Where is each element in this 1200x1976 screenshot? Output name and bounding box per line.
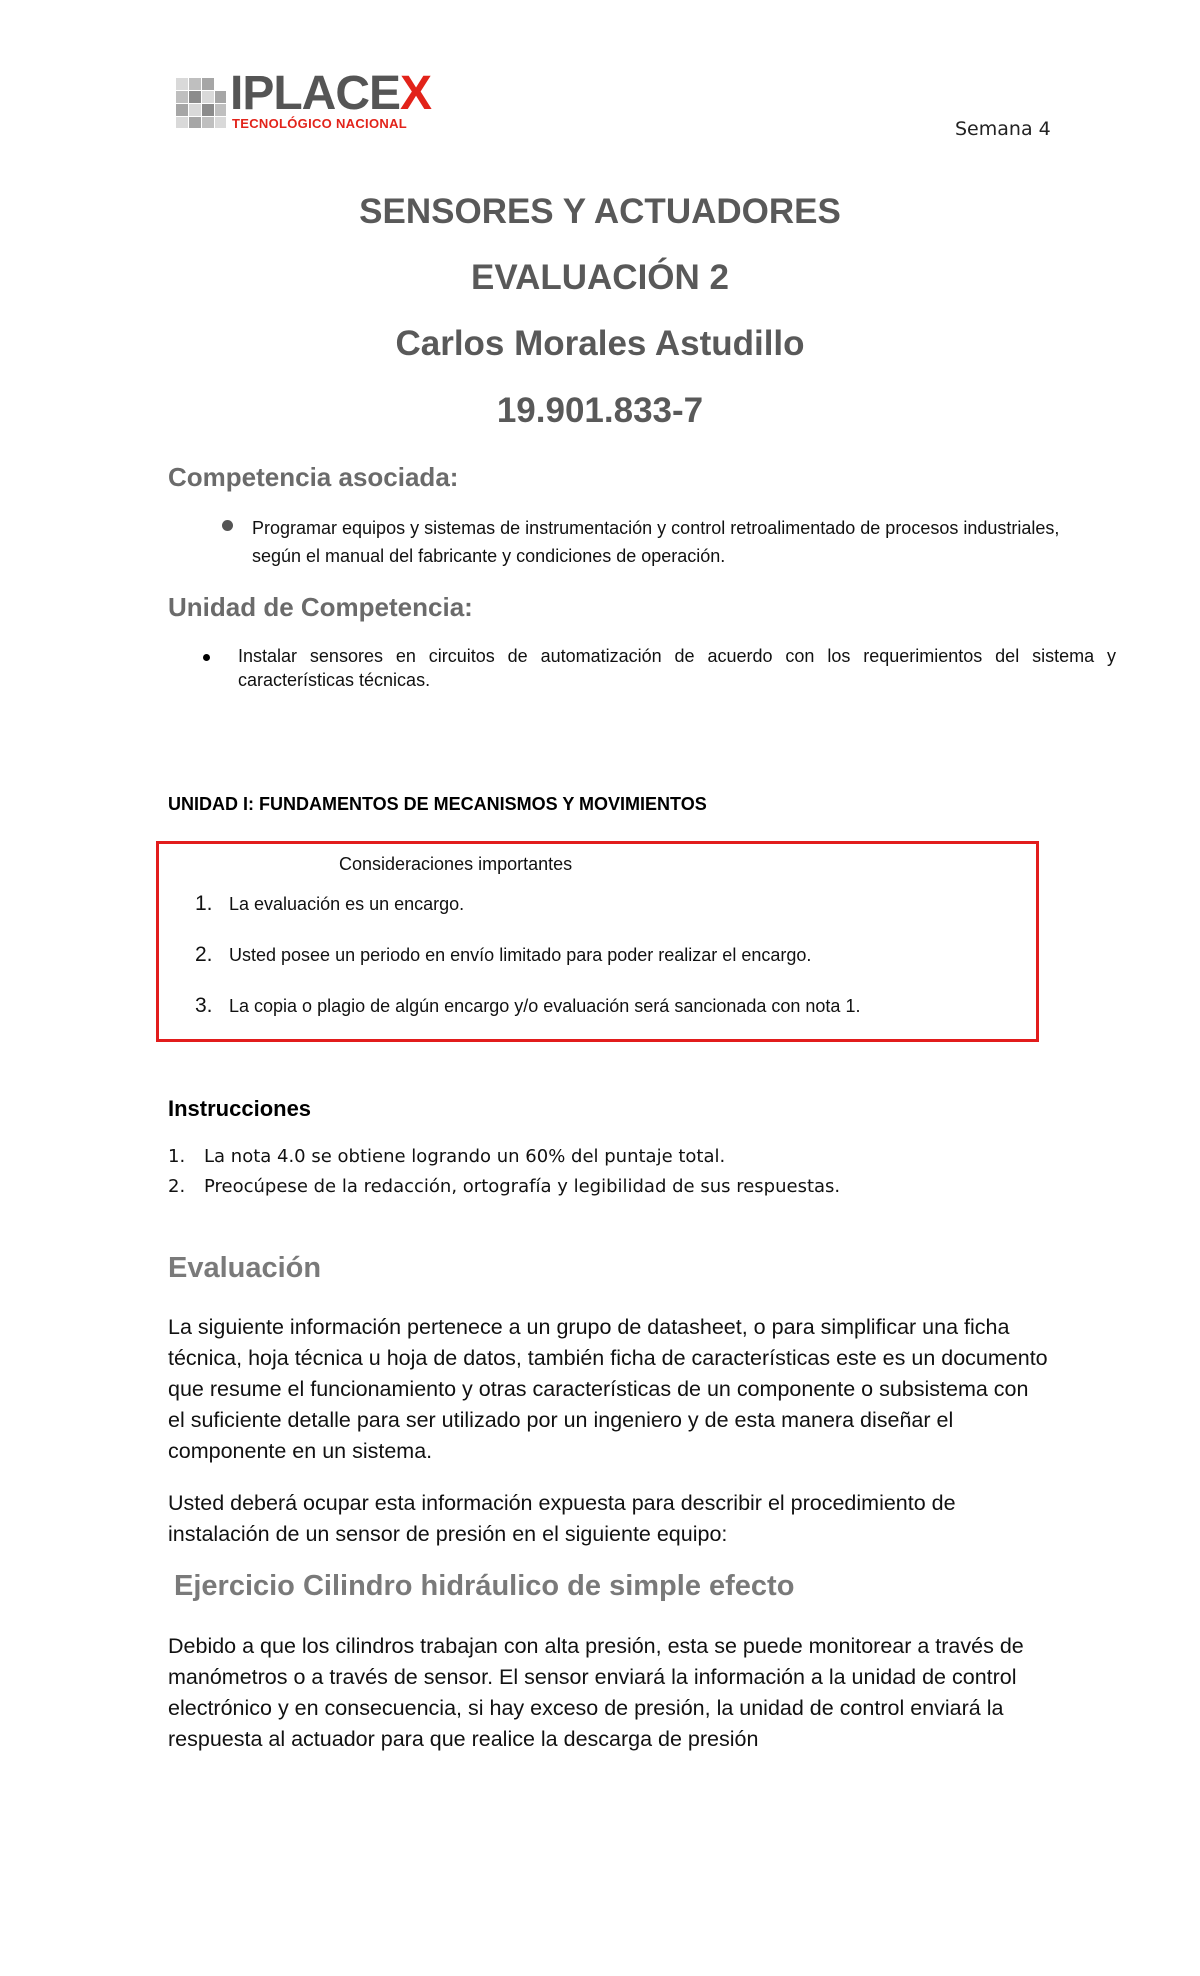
list-item-text: Usted posee un periodo en envío limitado para poder realizar el encargo.	[229, 945, 812, 965]
list-item-text: La evaluación es un encargo.	[229, 894, 465, 914]
evaluacion-paragraph-2: Usted deberá ocupar esta información expuesta para describir el procedimiento de instalación de un sensor de presión en el siguiente equipo:	[168, 1491, 956, 1546]
evaluacion-paragraph-1: La siguiente información pertenece a un grupo de datasheet, o para simplificar una ficha técnica, hoja técnica u hoja de datos, también ficha de características este es un documento que resume el funcionamiento y otras características de un componente o subsistema con el suficiente detalle para ser utilizado por un ingeniero y de esta manera diseñar el componente en un sistema.	[168, 1315, 1048, 1463]
bullet-dot-icon	[203, 654, 210, 661]
iplacex-logo	[176, 67, 436, 132]
list-item-number: 2.	[195, 943, 213, 966]
ejercicio-heading: Ejercicio Cilindro hidráulico de simple efecto	[174, 1570, 795, 1602]
list-item-number: 3.	[195, 994, 213, 1017]
competencia-heading: Competencia asociada:	[168, 462, 459, 492]
list-item-number: 1.	[168, 1146, 186, 1167]
evaluacion-heading: Evaluación	[168, 1252, 322, 1284]
list-item	[195, 943, 811, 967]
evaluation-title: EVALUACIÓN 2	[471, 258, 729, 297]
student-name: Carlos Morales Astudillo	[395, 324, 805, 363]
considerations-caption: Consideraciones importantes	[339, 854, 573, 874]
logo-mosaic-icon	[176, 78, 226, 128]
considerations-box	[156, 841, 1039, 1042]
bullet-dot-icon	[222, 520, 233, 531]
unidad-title: UNIDAD I: FUNDAMENTOS DE MECANISMOS Y MOVIMIENTOS	[168, 794, 707, 814]
list-item	[168, 1146, 725, 1167]
list-item-text: Preocúpese de la redacción, ortografía y legibilidad de sus respuestas.	[204, 1176, 841, 1197]
list-item-text: La copia o plagio de algún encargo y/o evaluación será sancionada con nota 1.	[229, 996, 861, 1016]
competencia-text: Programar equipos y sistemas de instrumentación y control retroalimentado de procesos industriales, según el manual del fabricante y condiciones de operación.	[252, 518, 1060, 566]
logo-wordmark: IPLACEX	[230, 67, 432, 120]
subject-title: SENSORES Y ACTUADORES	[359, 192, 841, 231]
unidad-competencia-heading: Unidad de Competencia:	[168, 592, 473, 622]
unidad-competencia-text: Instalar sensores en circuitos de automatización de acuerdo con los requerimientos del sistema y características técnicas.	[238, 646, 1116, 690]
list-item	[195, 994, 860, 1018]
logo-tagline: TECNOLÓGICO NACIONAL	[232, 116, 407, 131]
list-item-number: 1.	[195, 892, 213, 915]
list-item-number: 2.	[168, 1176, 186, 1197]
list-item-text: La nota 4.0 se obtiene logrando un 60% del puntaje total.	[204, 1146, 726, 1167]
ejercicio-paragraph: Debido a que los cilindros trabajan con alta presión, esta se puede monitorear a través de manómetros o a través de sensor. El sensor enviará la información a la unidad de control electrónico y en consecuencia, si hay exceso de presión, la unidad de control enviará la respuesta al actuador para que realice la descarga de presión	[168, 1634, 1024, 1751]
list-item	[195, 892, 464, 916]
week-label: Semana 4	[955, 118, 1051, 140]
student-id: 19.901.833-7	[496, 391, 704, 430]
logo-wordmark-accent: X	[400, 67, 432, 120]
instructions-heading: Instrucciones	[168, 1096, 312, 1121]
list-item	[168, 1176, 840, 1197]
